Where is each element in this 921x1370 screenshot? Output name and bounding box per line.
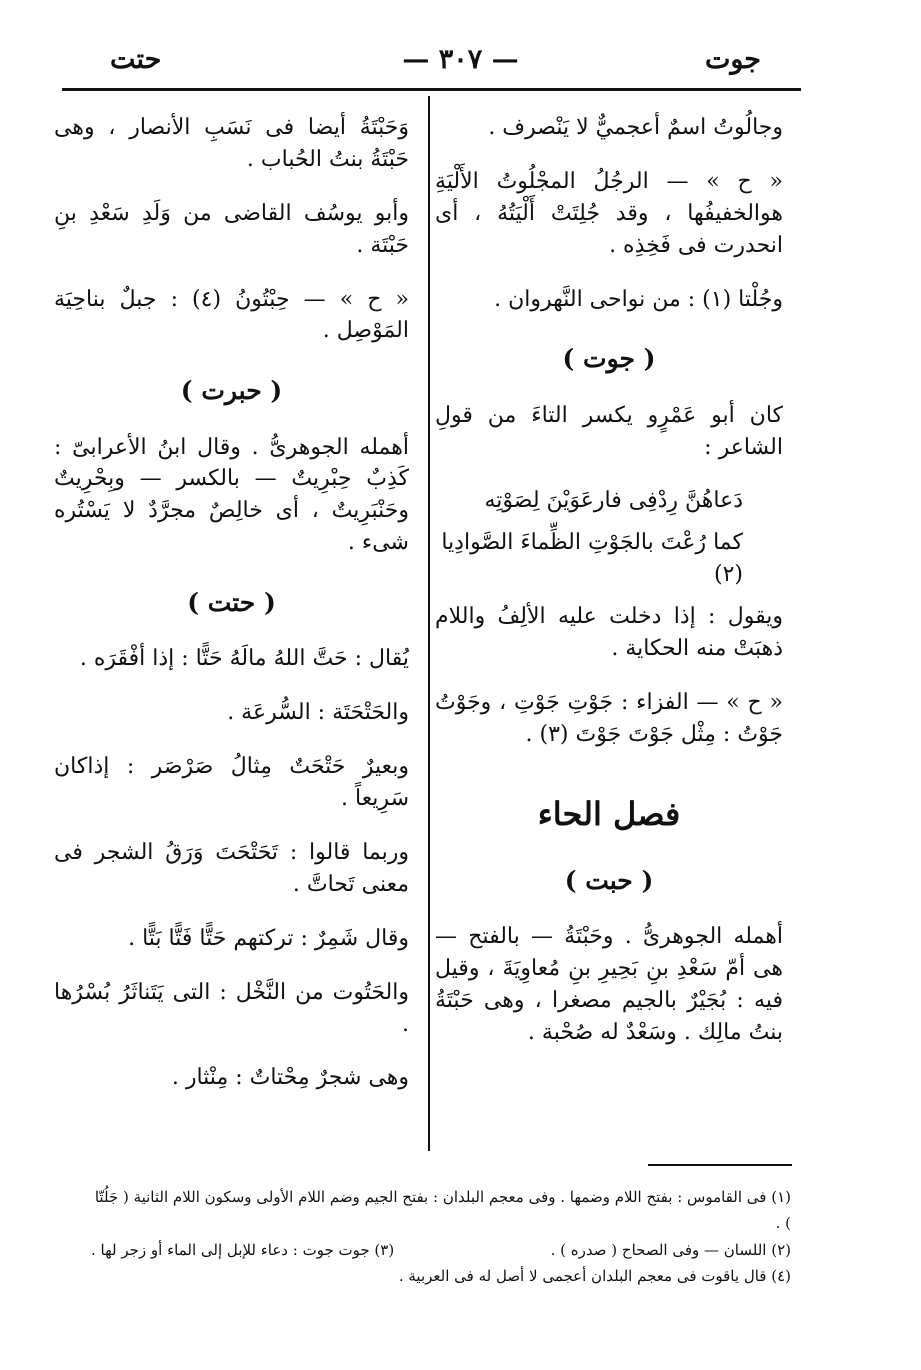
footnote-row: [91, 1184, 791, 1237]
footnotes: [91, 1184, 791, 1289]
paragraph: وبعيرٌ حَتْحَتٌ مِثالُ صَرْصَر : إذاكان سَرِيعاً .: [54, 754, 409, 812]
footnote-row: [91, 1263, 791, 1289]
entry-heading: ( جوت ): [562, 344, 656, 374]
paragraph: « ح » — الفزاء : جَوْتِ جَوْتِ ، وجَوْتُ جَوْتُ : مِثْل جَوْتَ جَوْتَ (٣) .: [435, 689, 783, 747]
entry-heading: ( حبت ): [564, 866, 654, 896]
footnote-rule: [648, 1164, 792, 1166]
footnote: (٣) جوت جوت : دعاء للإبل إلى الماء أو زجر لها .: [91, 1240, 395, 1259]
paragraph: وجُلْتا (١) : من نواحى النَّهروان .: [494, 286, 783, 312]
running-head-left: حتت: [110, 44, 162, 75]
page-number: — ٣٠٧ —: [402, 44, 519, 75]
paragraph: ويقول : إذا دخلت عليه الألِفُ واللام ذهبَتْ منه الحكاية .: [435, 604, 783, 662]
paragraph: أهمله الجوهرىُّ . وحَبْتَةُ — بالفتح — هى أمّ سَعْدِ بنِ بَحِيرِ بنِ مُعاوِيَةَ ، وقيل فيه : بُجَيْرٌ بالجيم مصغرا ، وهى حَبْتَةُ بنتُ مالِك . وسَعْدٌ له صُحْبة .: [435, 924, 783, 1046]
paragraph: وهى شجرٌ مِحْتاتٌ : مِنْثار .: [171, 1065, 409, 1091]
right-column: [435, 112, 783, 1071]
footnote-row: [91, 1237, 791, 1263]
paragraph: « ح » — حِبْتُونُ (٤) : جبلٌ بناحِيَة المَوْصِل .: [54, 286, 410, 344]
footnote: (٢) اللسان — وفى الصحاح ( صدره ) .: [550, 1240, 791, 1259]
section-title: فصل الحاء: [537, 794, 681, 833]
running-head-right: جوت: [704, 44, 761, 75]
entry-heading: ( حتت ): [187, 588, 276, 618]
paragraph: « ح » — الرجُلُ المجْلُوتُ الأَلْيَةِ هوالخفيفُها ، وقد جُلِتَتْ أَلْيَتُهُ ، أى انحدرت فى فَخِذِه .: [435, 168, 783, 258]
paragraph: كان أبو عَمْرٍو يكسر التاءَ من قولِ الشاعر :: [435, 402, 783, 460]
footnote: (١) فى القاموس : بفتح اللام وضمها . وفى معجم البلدان : بفتح الجيم وضم اللام الأولى وسكون اللام الثانية ( جَلُتّا ) .: [94, 1188, 791, 1233]
paragraph: وقال شَمِرٌ : تركتهم حَتًّا فَتًّا بَتًّا .: [128, 925, 409, 951]
verse-line: دَعاهُنَّ رِدْفِى فارعَوَيْنَ لِصَوْتِه: [484, 488, 743, 514]
entry-heading: ( حبرت ): [180, 376, 283, 406]
header-rule: [62, 88, 801, 91]
column-divider: [428, 96, 430, 1151]
verse-line: كما رُعْتَ بالجَوْتِ الظِّماءَ الصَّوادِيا (٢): [441, 530, 743, 588]
left-column: [54, 112, 409, 1116]
paragraph: والحَتُوت من النَّخْل : التى يَتَناثَرُ بُسْرُها .: [54, 979, 409, 1037]
paragraph: وربما قالوا : تَحَتْحَتَ وَرَقُ الشجر فى معنى تَحاتَّ .: [54, 839, 409, 897]
paragraph: أهمله الجوهرىُّ . وقال ابنُ الأعرابىّ : كَذِبٌ حِبْرِيتٌ — بالكسر — وبِحْرِيتٌ وحَنْبَرِيتٌ ، أى خالِصٌ مجرَّدٌ لا يَسْتُره شىء .: [54, 434, 409, 556]
paragraph: وَحَبْتَةُ أيضا فى نَسَبِ الأنصار ، وهى حَبْتَةُ بنتُ الحُباب .: [54, 115, 409, 172]
paragraph: وجالُوتُ اسمٌ أعجميٌّ لا يَنْصرف .: [488, 115, 783, 140]
paragraph: يُقال : حَتَّ اللهُ مالَهُ حَتًّا : إذا أفْقَرَه .: [79, 646, 409, 672]
paragraph: وأبو يوسُف القاضى من وَلَدِ سَعْدِ بنِ حَبْتَة .: [54, 200, 409, 258]
footnote: (٤) قال ياقوت فى معجم البلدان أعجمى لا أصل له فى العربية .: [398, 1266, 791, 1285]
paragraph: والحَتْحَتَة : السُّرعَة .: [227, 700, 409, 726]
